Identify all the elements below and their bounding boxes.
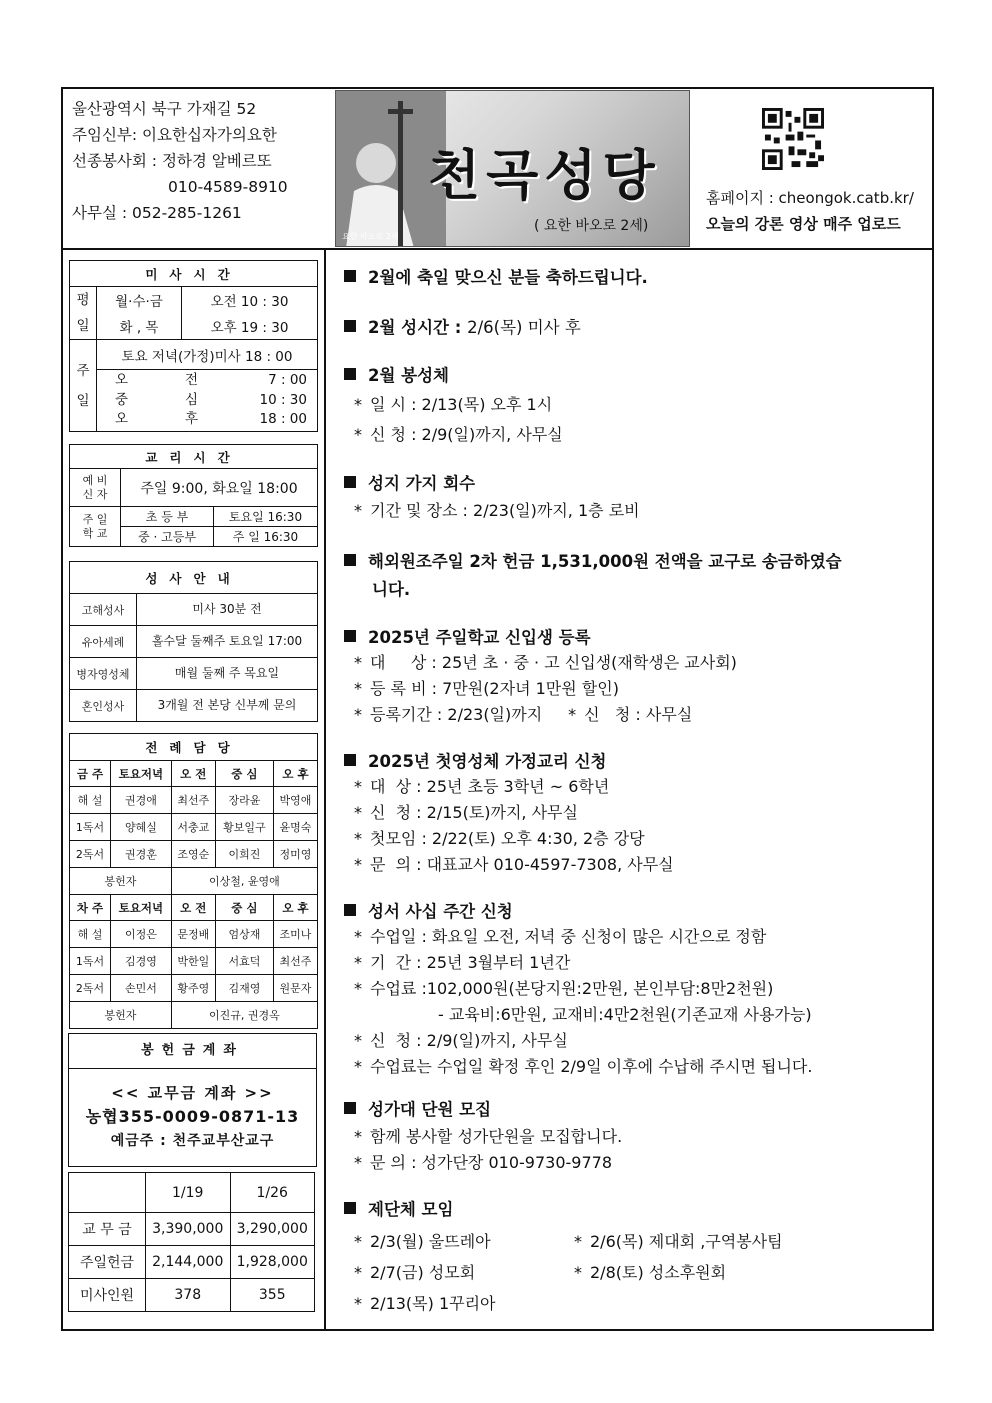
liturgy-person: 조영순 (171, 841, 215, 868)
sunday-school-label: 주 일 학 교 (70, 507, 121, 547)
liturgy-person: 황주영 (171, 975, 215, 1002)
news-bible-fee-detail: - 교육비:6만원, 교재비:4만2천원(기존교재 사용가능) (438, 1005, 812, 1024)
sacrament-name: 유아세례 (70, 626, 137, 658)
liturgy-person: 이희진 (215, 841, 273, 868)
bullet-square-icon (344, 1102, 356, 1114)
star-icon: * (354, 653, 362, 672)
liturgy-offer-label: 봉헌자 (70, 1002, 172, 1029)
sacrament-row (70, 690, 318, 722)
liturgy-col-header: 중 심 (215, 895, 273, 921)
finance-label: 교 무 금 (69, 1213, 146, 1246)
weekday-label (76, 292, 89, 334)
news-palm-place: 기간 및 장소 : 2/23(일)까지, 1층 로비 (370, 501, 640, 520)
star-icon: * (354, 855, 362, 874)
news-bible-fee: 수업료 :102,000원(본당지원:2만원, 본인부담:8만2천원) (370, 979, 774, 998)
homepage-link[interactable]: 홈페이지 : cheongok.catb.kr/ (706, 189, 914, 207)
sacrament-row (70, 626, 318, 658)
news-bible-title: 성서 사십 주간 신청 (368, 902, 513, 921)
sunday-mass-label-a: 중 (115, 391, 129, 408)
star-icon: * (354, 679, 362, 698)
sacrament-name: 고해성사 (70, 594, 137, 626)
finance-row (69, 1279, 315, 1312)
news-communion-date: 일 시 : 2/13(목) 오후 1시 (370, 395, 553, 414)
news-holy-hour-value: 2/6(목) 미사 후 (467, 318, 581, 337)
evangelist: 선종봉사회 : 정하경 알베르또 (72, 152, 272, 170)
news-firstcomm-title: 2025년 첫영성체 가정교리 신청 (368, 752, 607, 771)
finance-value: 2,144,000 (146, 1246, 231, 1279)
sacraments-table (69, 561, 318, 722)
liturgy-person: 문정배 (171, 921, 215, 948)
liturgy-row (70, 921, 318, 948)
parish-banner (335, 90, 690, 247)
liturgy-person: 양혜실 (111, 814, 172, 841)
bullet-square-icon (344, 476, 356, 488)
sacrament-info: 매월 둘째 주 목요일 (137, 658, 318, 690)
sacrament-info: 홀수달 둘째주 토요일 17:00 (137, 626, 318, 658)
column-divider (324, 248, 326, 1331)
elementary-time: 토요일 16:30 (214, 507, 318, 527)
news-group-b: 2/6(목) 제대회 ,구역봉사팀 (590, 1232, 783, 1251)
middle-high-time: 주 일 16:30 (214, 527, 318, 547)
star-icon: * (354, 953, 362, 972)
account-box (68, 1033, 317, 1167)
news-group-a: 2/3(월) 울뜨레아 (370, 1232, 491, 1251)
bullet-square-icon (344, 904, 356, 916)
catechumen-label: 예 비 신 자 (70, 469, 121, 507)
finance-value: 355 (230, 1279, 315, 1312)
finance-corner (69, 1173, 146, 1213)
sunday-mass-row (97, 371, 317, 391)
finance-table (68, 1172, 315, 1312)
sunday-mass-label-b: 심 (185, 391, 199, 408)
bullet-square-icon (344, 630, 356, 642)
liturgy-person: 엄상재 (215, 921, 273, 948)
office-phone: 사무실 : 052-285-1261 (72, 204, 242, 222)
sacrament-row (70, 594, 318, 626)
mass-time-1: 오전 10 : 30 (182, 287, 318, 314)
address: 울산광역시 북구 가재길 52 (72, 100, 257, 118)
star-icon: * (354, 1263, 362, 1282)
news-palm-title: 성지 가지 회수 (368, 474, 476, 493)
bullet-square-icon (344, 320, 356, 332)
liturgy-row (70, 975, 318, 1002)
catechumen-time: 주일 9:00, 화요일 18:00 (121, 469, 318, 507)
mass-days-2: 화 , 목 (97, 313, 182, 340)
liturgy-row (70, 841, 318, 868)
finance-value: 378 (146, 1279, 231, 1312)
mass-days-1: 월·수·금 (97, 287, 182, 314)
liturgy-person: 윤명숙 (273, 814, 317, 841)
news-choir-recruit: 함께 봉사할 성가단원을 모집합니다. (370, 1127, 623, 1146)
star-icon: * (354, 1153, 362, 1172)
liturgy-person: 김재영 (215, 975, 273, 1002)
pastor: 주임신부: 이요한십자가의요한 (72, 126, 277, 144)
star-icon: * (354, 1232, 362, 1251)
liturgy-person: 서충교 (171, 814, 215, 841)
liturgy-person: 이정은 (111, 921, 172, 948)
star-icon: * (354, 425, 362, 444)
news-firstcomm-target: 대 상 : 25년 초등 3학년 ~ 6학년 (370, 777, 610, 796)
news-group-c: 2/7(금) 성모회 (370, 1263, 476, 1282)
liturgy-person: 박영애 (273, 787, 317, 814)
news-choir-contact: 문 의 : 성가단장 010-9730-9778 (370, 1153, 612, 1172)
news-school-apply: 신 청 : 사무실 (584, 705, 693, 724)
finance-row (69, 1246, 315, 1279)
catechism-table (69, 444, 318, 547)
news-group-d: 2/8(토) 성소후원회 (590, 1263, 727, 1282)
account-holder: 예금주 : 천주교부산교구 (110, 1133, 275, 1149)
star-icon: * (568, 705, 577, 724)
liturgy-offer-names: 이상철, 윤영애 (171, 868, 317, 895)
star-icon: * (354, 1057, 362, 1076)
star-icon: * (574, 1263, 582, 1282)
header-divider (61, 248, 934, 250)
news-bible-payment: 수업료는 수업일 확정 후인 2/9일 이후에 수납해 주시면 됩니다. (370, 1057, 813, 1076)
liturgy-col-header: 오 후 (273, 761, 317, 787)
liturgy-person: 김경영 (111, 948, 172, 975)
news-firstcomm-contact: 문 의 : 대표교사 010-4597-7308, 사무실 (370, 855, 674, 874)
account-subtitle: << 교무금 계좌 >> (111, 1084, 274, 1102)
sunday-mass-label-a: 오 (115, 411, 129, 428)
mass-time-2: 오후 19 : 30 (182, 313, 318, 340)
news-bible-apply: 신 청 : 2/9(일)까지, 사무실 (370, 1031, 568, 1050)
sunday-mass-row (97, 391, 317, 411)
bullet-square-icon (344, 554, 356, 566)
star-icon: * (354, 829, 362, 848)
liturgy-person: 정미영 (273, 841, 317, 868)
bullet-square-icon (344, 1202, 356, 1214)
news-bible-period: 기 간 : 25년 3월부터 1년간 (370, 953, 571, 972)
news-group-e: 2/13(목) 1꾸리아 (370, 1294, 496, 1313)
sunday-mass-label-a: 오 (115, 372, 129, 389)
liturgy-role: 2독서 (70, 841, 111, 868)
liturgy-row (70, 787, 318, 814)
liturgy-person: 황보일구 (215, 814, 273, 841)
finance-row (69, 1213, 315, 1246)
qr-code-icon[interactable] (762, 108, 824, 170)
liturgy-person: 권경훈 (111, 841, 172, 868)
news-choir-title: 성가대 단원 모집 (368, 1100, 492, 1119)
sunday-mass-time: 10 : 30 (259, 391, 307, 408)
liturgy-role: 해 설 (70, 921, 111, 948)
news-firstcomm-meeting: 첫모임 : 2/22(토) 오후 4:30, 2층 강당 (370, 829, 645, 848)
liturgy-row (70, 948, 318, 975)
sunday-mass-time: 7 : 00 (268, 372, 307, 389)
star-icon: * (354, 501, 362, 520)
liturgy-role: 1독서 (70, 814, 111, 841)
star-icon: * (354, 1127, 362, 1146)
finance-label: 미사인원 (69, 1279, 146, 1312)
sunday-label-1: 주 (76, 362, 90, 379)
news-bible-day: 수업일 : 화요일 오전, 저녁 중 신청이 많은 시간으로 정함 (370, 927, 767, 946)
homepage-info (706, 185, 930, 237)
news-school-fee: 등 록 비 : 7만원(2자녀 1만원 할인) (370, 679, 619, 698)
liturgy-person: 조미나 (273, 921, 317, 948)
star-icon: * (354, 803, 362, 822)
news-firstcomm-apply: 신 청 : 2/15(토)까지, 사무실 (370, 803, 578, 822)
star-icon: * (354, 705, 362, 724)
homepage-note: 오늘의 강론 영상 매주 업로드 (706, 215, 901, 233)
liturgy-col-header: 오 전 (171, 895, 215, 921)
news-communion-apply: 신 청 : 2/9(일)까지, 사무실 (370, 425, 563, 444)
sacrament-row (70, 658, 318, 690)
news-groups-title: 제단체 모임 (368, 1200, 454, 1219)
liturgy-role: 2독서 (70, 975, 111, 1002)
sunday-mass-list (97, 371, 317, 430)
parish-info (72, 96, 328, 226)
mass-times-table (69, 260, 318, 432)
banner-title: 천곡성당 (428, 143, 661, 207)
liturgy-offer-row (70, 1002, 318, 1029)
liturgy-person: 최선주 (171, 787, 215, 814)
liturgy-role: 해 설 (70, 787, 111, 814)
star-icon: * (354, 1294, 362, 1313)
liturgy-col-header: 중 심 (215, 761, 273, 787)
weekday-label-2: 일 (76, 318, 90, 334)
bullet-square-icon (344, 754, 356, 766)
liturgy-person: 장라윤 (215, 787, 273, 814)
sunday-mass-label-b: 전 (185, 372, 199, 389)
sacrament-info: 미사 30분 전 (137, 594, 318, 626)
star-icon: * (354, 1031, 362, 1050)
bullet-square-icon (344, 270, 356, 282)
liturgy-col-header: 오 후 (273, 895, 317, 921)
news-holy-hour-title: 2월 성시간 : (368, 318, 462, 337)
news-donation-line2: 니다. (372, 580, 411, 599)
sunday-label-2: 일 (76, 392, 90, 409)
star-icon: * (574, 1232, 582, 1251)
elementary-label: 초 등 부 (121, 507, 214, 527)
evangelist-phone: 010-4589-8910 (168, 178, 288, 196)
liturgy-person: 권경애 (111, 787, 172, 814)
star-icon: * (354, 777, 362, 796)
liturgy-person: 서효덕 (215, 948, 273, 975)
weekday-label-1: 평 (76, 292, 90, 308)
liturgy-header-row (70, 895, 318, 921)
sunday-mass-label-b: 후 (185, 411, 199, 428)
banner-subtitle: ( 요한 바오로 2세) (534, 218, 649, 234)
liturgy-week-label: 금 주 (70, 761, 111, 787)
finance-col-1: 1/19 (146, 1173, 231, 1213)
sacrament-name: 병자영성체 (70, 658, 137, 690)
sunday-mass-row (97, 410, 317, 430)
sacraments-title: 성사안내 (70, 562, 318, 594)
catechism-title: 교리시간 (70, 445, 318, 469)
news-donation-line1: 해외원조주일 2차 헌금 1,531,000원 전액을 교구로 송금하였습 (368, 552, 842, 571)
finance-col-2: 1/26 (230, 1173, 315, 1213)
liturgy-table (69, 733, 318, 1029)
news-feast: 2월에 축일 맞으신 분들 축하드립니다. (368, 268, 648, 287)
middle-high-label: 중 · 고등부 (121, 527, 214, 547)
banner-caption: 요한 바오로 2세 (342, 232, 399, 241)
liturgy-col-header: 토요저녁 (111, 895, 172, 921)
star-icon: * (354, 395, 362, 414)
liturgy-col-header: 토요저녁 (111, 761, 172, 787)
liturgy-col-header: 오 전 (171, 761, 215, 787)
sunday-mass-time: 18 : 00 (259, 411, 307, 428)
news-communion-title: 2월 봉성체 (368, 366, 449, 385)
liturgy-person: 원문자 (273, 975, 317, 1002)
liturgy-header-row (70, 761, 318, 787)
liturgy-title: 전례담당 (70, 734, 318, 761)
account-number[interactable]: 농협355-0009-0871-13 (85, 1107, 300, 1126)
liturgy-offer-row (70, 868, 318, 895)
liturgy-role: 1독서 (70, 948, 111, 975)
star-icon: * (354, 979, 362, 998)
finance-value: 3,390,000 (146, 1213, 231, 1246)
news-school-target: 대 상 : 25년 초 · 중 · 고 신입생(재학생은 교사회) (370, 653, 737, 672)
finance-value: 1,928,000 (230, 1246, 315, 1279)
star-icon: * (354, 927, 362, 946)
liturgy-person: 박한일 (171, 948, 215, 975)
finance-value: 3,290,000 (230, 1213, 315, 1246)
sacrament-info: 3개월 전 본당 신부께 문의 (137, 690, 318, 722)
liturgy-person: 손민서 (111, 975, 172, 1002)
mass-times-title: 미사시간 (70, 261, 318, 287)
finance-label: 주일헌금 (69, 1246, 146, 1279)
liturgy-row (70, 814, 318, 841)
news-school-title: 2025년 주일학교 신입생 등록 (368, 628, 591, 647)
liturgy-offer-names: 이진규, 권경옥 (171, 1002, 317, 1029)
liturgy-week-label: 차 주 (70, 895, 111, 921)
news-school-period: 등록기간 : 2/23(일)까지 (370, 705, 543, 724)
bullet-square-icon (344, 368, 356, 380)
account-title: 봉헌금계좌 (69, 1034, 316, 1069)
liturgy-offer-label: 봉헌자 (70, 868, 172, 895)
saturday-mass: 토요 저녁(가정)미사 18 : 00 (97, 340, 318, 370)
liturgy-person: 최선주 (273, 948, 317, 975)
sacrament-name: 혼인성사 (70, 690, 137, 722)
